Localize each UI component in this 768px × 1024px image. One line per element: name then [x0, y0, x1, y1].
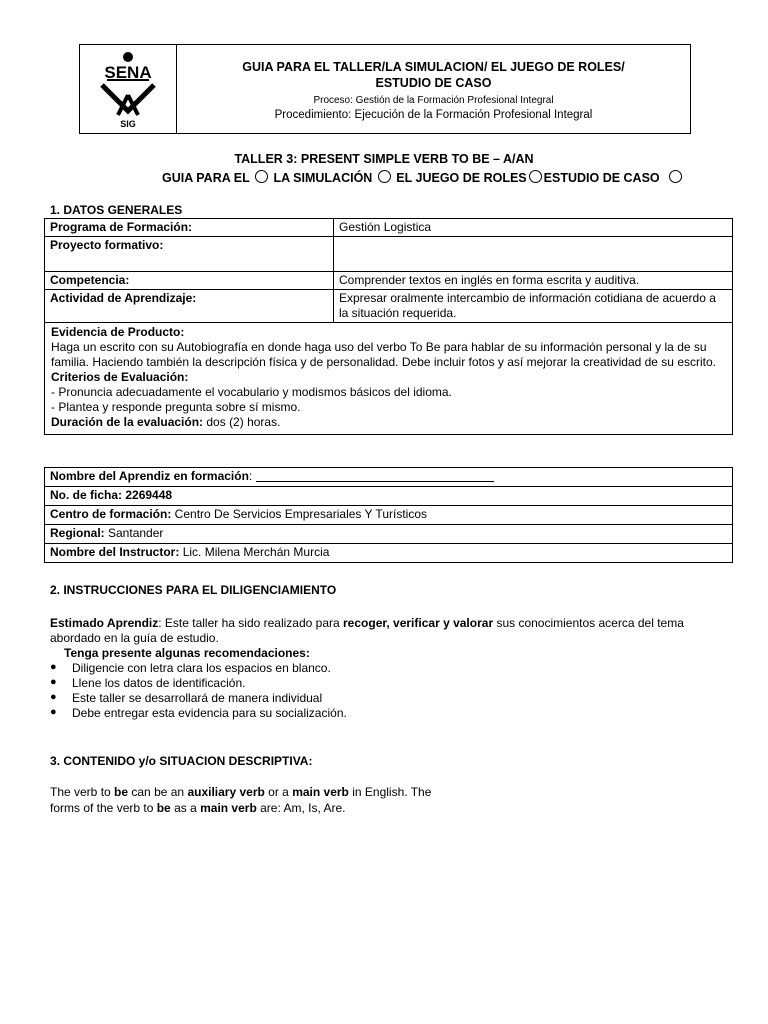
nombre-colon: : [248, 469, 253, 483]
datos-generales-table [44, 218, 733, 435]
table-row [45, 272, 733, 290]
nombre-aprendiz-label: Nombre del Aprendiz en formación [50, 469, 249, 483]
criterio-item: - Plantea y responde pregunta sobre sí mismo. [51, 400, 301, 414]
row-label: Competencia: [45, 272, 334, 290]
table-row [45, 525, 733, 544]
para-text: sus conocimientos acerca del tema abordado en la guía de estudio. [50, 616, 684, 645]
row-value[interactable]: Comprender textos en inglés en forma escrita y auditiva. [334, 272, 733, 290]
para-text: : Este taller ha sido realizado para [158, 616, 344, 630]
section3-heading: 3. CONTENIDO y/o SITUACION DESCRIPTIVA: [50, 754, 313, 768]
text-bold: be [156, 801, 171, 815]
recomendaciones-label: Tenga presente algunas recomendaciones: [64, 646, 310, 660]
section2-paragraph [50, 616, 722, 646]
text: The verb to [50, 785, 115, 799]
list-item: ● Debe entregar esta evidencia para su socialización. [50, 706, 347, 721]
text: in English. The [348, 785, 432, 799]
nombre-aprendiz-row [45, 468, 733, 487]
list-item: ● Este taller se desarrollará de manera individual [50, 691, 347, 706]
para-bold: recoger, verificar y valorar [343, 616, 494, 630]
section3-line1 [50, 785, 431, 800]
table-row [45, 237, 733, 272]
evidencia-cell [45, 323, 733, 435]
radio-circle-icon[interactable] [378, 170, 391, 183]
section1-heading: 1. DATOS GENERALES [50, 203, 183, 217]
header-title-line2: ESTUDIO DE CASO [375, 75, 492, 90]
list-item: ● Llene los datos de identificación. [50, 676, 347, 691]
criterio-item: - Pronuncia adecuadamente el vocabulario y modismos básicos del idioma. [51, 385, 452, 399]
header-procedimiento: Procedimiento: Ejecución de la Formación Profesional Integral [274, 108, 593, 121]
instructor-row [45, 544, 733, 563]
duracion [51, 415, 726, 430]
text-bold: main verb [292, 785, 349, 799]
table-row [45, 468, 733, 487]
evidencia-text: Haga un escrito con su Autobiografía en donde haga uso del verbo To Be para hablar de su información personal y la de su familia. Haciendo también la descripción física y de personalidad. Debe incluir fotos y así mejorar la creatividad de su escrito. [51, 340, 716, 369]
table-row [45, 487, 733, 506]
text: or a [264, 785, 293, 799]
guia-option-simulacion: LA SIMULACIÓN [273, 171, 373, 185]
table-row [45, 544, 733, 563]
radio-circle-icon[interactable] [255, 170, 268, 183]
aprendiz-table [44, 467, 733, 563]
radio-circle-icon[interactable] [669, 170, 682, 183]
text-bold: auxiliary verb [187, 785, 265, 799]
row-value[interactable]: Expresar oralmente intercambio de información cotidiana de acuerdo a la situación requerida. [334, 290, 733, 323]
estimado-aprendiz: Estimado Aprendiz [50, 616, 159, 630]
duracion-label: Duración de la evaluación: [51, 415, 204, 429]
instructor-label: Nombre del Instructor: [50, 545, 180, 559]
text: can be an [128, 785, 188, 799]
table-row [45, 323, 733, 435]
table-row [45, 506, 733, 525]
centro-value: Centro De Servicios Empresariales Y Turísticos [171, 507, 427, 521]
taller-title: TALLER 3: PRESENT SIMPLE VERB TO BE – A/AN [234, 152, 534, 166]
text: as a [170, 801, 201, 815]
regional-label: Regional: [50, 526, 105, 540]
row-label: Actividad de Aprendizaje: [45, 290, 334, 323]
regional-value: Santander [104, 526, 164, 540]
list-item: ● Diligencie con letra clara los espacios en blanco. [50, 661, 347, 676]
section3-line2 [50, 801, 346, 816]
evidencia-label: Evidencia de Producto: [51, 325, 185, 339]
ficha: No. de ficha: 2269448 [45, 487, 733, 506]
regional-row [45, 525, 733, 544]
guia-option-estudio-caso: ESTUDIO DE CASO [543, 171, 660, 185]
duracion-value: dos (2) horas. [203, 415, 281, 429]
recomendaciones-list [50, 661, 347, 721]
nombre-aprendiz-field[interactable] [256, 469, 494, 482]
row-value[interactable]: Gestión Logistica [334, 219, 733, 237]
guia-options [162, 170, 684, 187]
document-header [79, 44, 691, 134]
text-bold: main verb [200, 801, 257, 815]
text-bold: be [114, 785, 129, 799]
table-row [45, 290, 733, 323]
guia-option-guia: GUIA PARA EL [162, 171, 250, 185]
radio-circle-icon[interactable] [529, 170, 542, 183]
row-label: Proyecto formativo: [45, 237, 334, 272]
centro-row [45, 506, 733, 525]
row-label: Programa de Formación: [45, 219, 334, 237]
instructor-value: Lic. Milena Merchán Murcia [179, 545, 330, 559]
guia-option-juego-roles: EL JUEGO DE ROLES [396, 171, 527, 185]
logo-sub: SIG [120, 119, 136, 129]
logo-text: SENA [104, 63, 152, 82]
header-proceso: Proceso: Gestión de la Formación Profesional Integral [313, 95, 554, 107]
row-value[interactable] [334, 237, 733, 272]
table-row [45, 219, 733, 237]
text: forms of the verb to [50, 801, 157, 815]
text: are: Am, Is, Are. [256, 801, 346, 815]
sena-logo [80, 45, 177, 133]
criterios-label: Criterios de Evaluación: [51, 370, 189, 384]
centro-label: Centro de formación: [50, 507, 172, 521]
section2-heading: 2. INSTRUCCIONES PARA EL DILIGENCIAMIENTO [50, 583, 337, 597]
header-title-line1: GUIA PARA EL TALLER/LA SIMULACION/ EL JUEGO DE ROLES/ [242, 60, 625, 74]
header-text [177, 45, 690, 122]
sena-logo-icon [80, 45, 176, 133]
